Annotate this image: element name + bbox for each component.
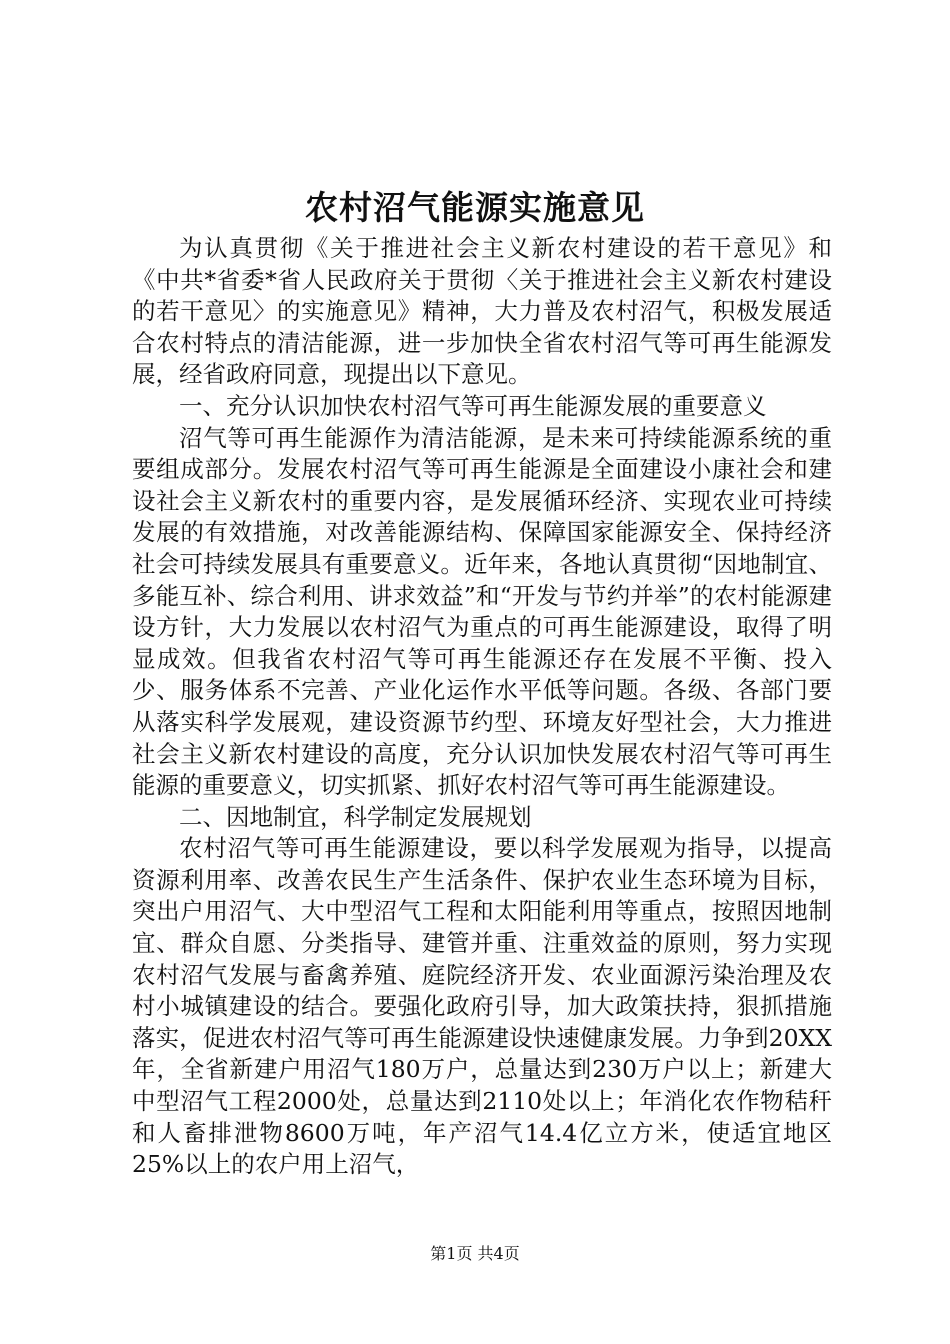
intro-paragraph: 为认真贯彻《关于推进社会主义新农村建设的若干意见》和《中共*省委*省人民政府关于贯彻〈关于推进社会主义新农村建设的若干意见〉的实施意见》精神，大力普及农村沼气，积极发展适合农村特点的清洁能源，进一步加快全省农村沼气等可再生能源发展，经省政府同意，现提出以下意见。 bbox=[132, 234, 832, 389]
section-1-paragraph: 沼气等可再生能源作为清洁能源，是未来可持续能源系统的重要组成部分。发展农村沼气等可再生能源是全面建设小康社会和建设社会主义新农村的重要内容，是发展循环经济、实现农业可持续发展的有效措施，对改善能源结构、保障国家能源安全、保持经济社会可持续发展具有重要意义。近年来，各地认真贯彻“因地制宜、多能互补、综合利用、讲求效益”和“开发与节约并举”的农村能源建设方针，大力发展以农村沼气为重点的可再生能源建设，取得了明显成效。但我省农村沼气等可再生能源还存在发展不平衡、投入少、服务体系不完善、产业化运作水平低等问题。各级、各部门要从落实科学发展观，建设资源节约型、环境友好型社会，大力推进社会主义新农村建设的高度，充分认识加快发展农村沼气等可再生能源的重要意义，切实抓紧、抓好农村沼气等可再生能源建设。 bbox=[132, 423, 832, 800]
document-body bbox=[132, 233, 832, 1181]
page-number-footer: 第1页 共4页 bbox=[430, 1244, 520, 1263]
section-2-paragraph: 农村沼气等可再生能源建设，要以科学发展观为指导，以提高资源利用率、改善农民生产生活条件、保护农业生态环境为目标，突出户用沼气、大中型沼气工程和太阳能利用等重点，按照因地制宜、群众自愿、分类指导、建管并重、注重效益的原则，努力实现农村沼气发展与畜禽养殖、庭院经济开发、农业面源污染治理及农村小城镇建设的结合。要强化政府引导，加大政策扶持，狠抓措施落实，促进农村沼气等可再生能源建设快速健康发展。力争到20XX年，全省新建户用沼气180万户，总量达到230万户以上；新建大中型沼气工程2000处，总量达到2110处以上；年消化农作物秸秆和人畜排泄物8600万吨，年产沼气14.4亿立方米，使适宜地区25%以上的农户用上沼气， bbox=[132, 834, 832, 1179]
section-heading-1: 一、充分认识加快农村沼气等可再生能源发展的重要意义 bbox=[179, 391, 767, 420]
document-title: 农村沼气能源实施意见 bbox=[305, 188, 645, 227]
section-heading-2: 二、因地制宜，科学制定发展规划 bbox=[179, 802, 532, 831]
